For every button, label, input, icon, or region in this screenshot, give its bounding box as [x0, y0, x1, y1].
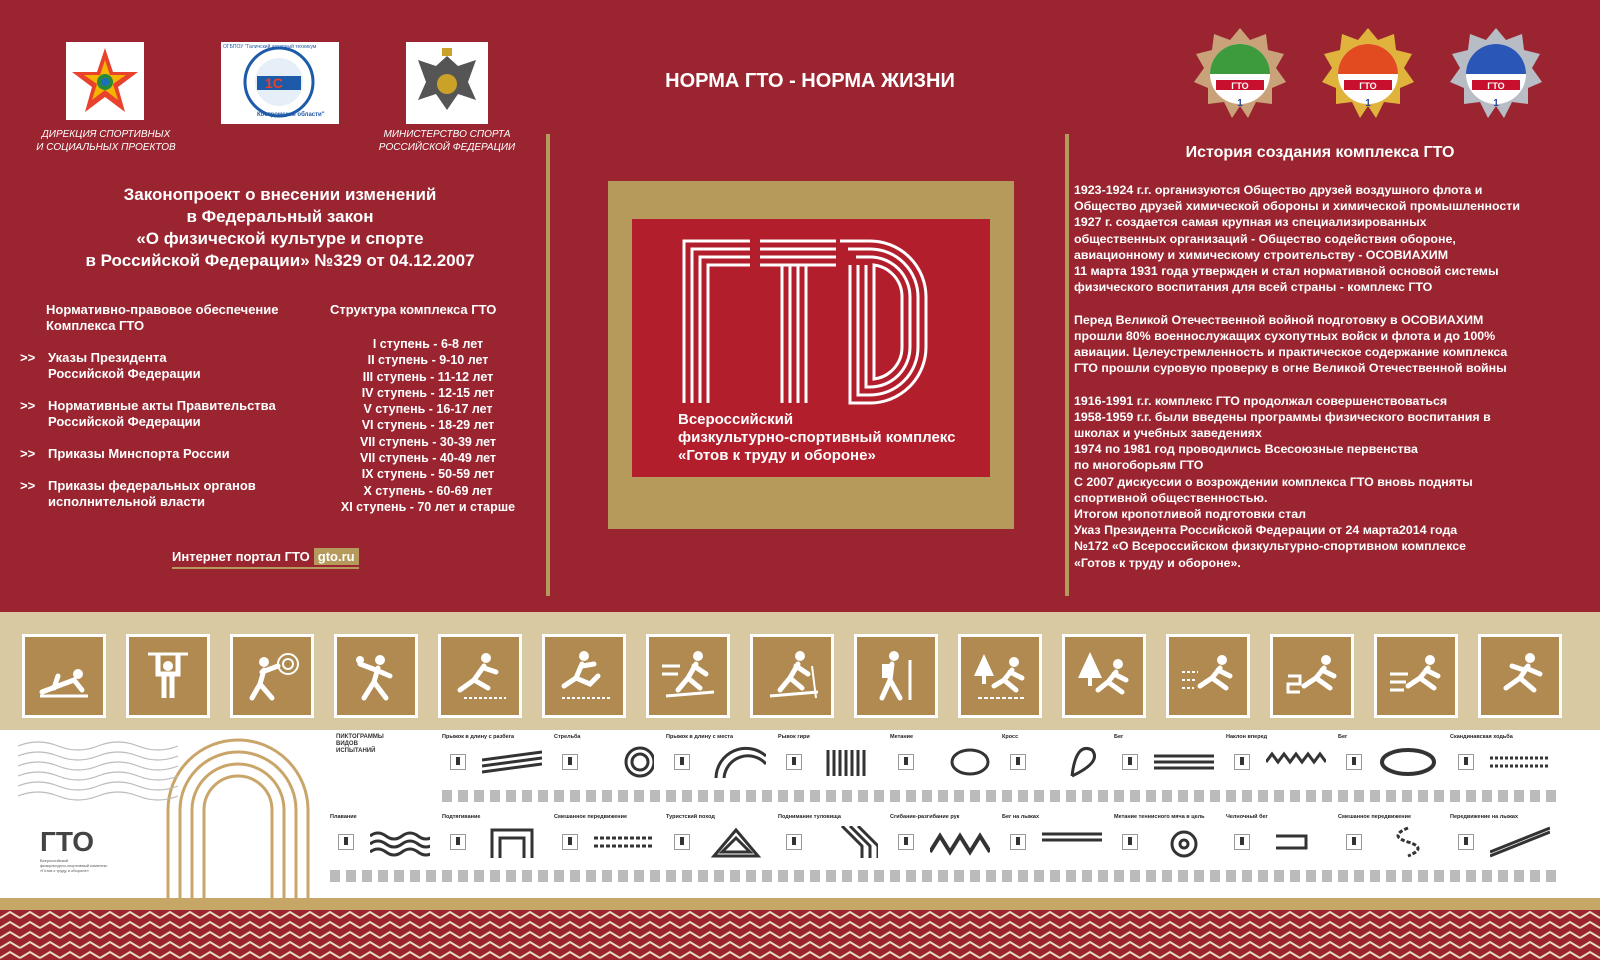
structure-heading: Структура комплекса ГТО	[330, 302, 497, 317]
guide-logo-sub: Всероссийский физкультурно-спортивный комплекс «Готов к труду и обороне»	[40, 858, 108, 873]
guide-cell: Сгибание-разгибание рук	[890, 814, 998, 892]
gto-badge-icon	[1320, 26, 1416, 122]
athlete-icon	[562, 754, 578, 770]
stage-item: I ступень - 6-8 лет	[372, 337, 484, 351]
ministry-of-sport-logo	[406, 42, 488, 124]
guide-cell: Передвижение на лыжах	[1450, 814, 1558, 892]
arc-icon	[706, 746, 766, 778]
guide-logo: ГТО	[40, 826, 95, 857]
sport-directorate-logo	[66, 42, 144, 120]
left-divider	[546, 134, 550, 596]
stage-item: X ступень - 60-69 лет	[363, 483, 493, 498]
athlete-icon	[1010, 834, 1026, 850]
loop-icon	[1042, 746, 1102, 778]
sprint-icon	[1166, 634, 1250, 718]
badge-label: ГТО	[1487, 81, 1505, 91]
badge-gold	[1320, 26, 1416, 122]
double-eagle-icon	[406, 42, 488, 124]
curve-icon	[1378, 826, 1438, 858]
waves-icon	[370, 826, 430, 858]
athlete-icon	[450, 834, 466, 850]
athlete-icon	[1234, 754, 1250, 770]
running-icon	[1478, 634, 1562, 718]
gold-band	[0, 898, 1600, 910]
hiking-icon	[854, 634, 938, 718]
athlete-icon	[1122, 834, 1138, 850]
portal-label: Интернет портал ГТО	[172, 549, 310, 564]
athlete-icon	[1346, 834, 1362, 850]
athlete-icon	[450, 754, 466, 770]
badge-num: 1	[1493, 98, 1499, 109]
list-item: >> Нормативные акты Правительства Российской Федерации	[20, 398, 276, 429]
zigzag-icon	[930, 826, 990, 858]
guide-cell: Метание	[890, 734, 998, 812]
chevron-pattern-icon	[0, 910, 1600, 960]
athlete-icon	[674, 834, 690, 850]
dash-run-icon	[1374, 634, 1458, 718]
pull-up-icon	[126, 634, 210, 718]
stage-item: XI ступень - 70 лет и старше	[340, 499, 516, 514]
athlete-icon	[674, 754, 690, 770]
chevron-border	[0, 910, 1600, 960]
badge-silver	[1448, 26, 1544, 122]
portal-link[interactable]: gto.ru	[314, 548, 359, 565]
athlete-icon	[898, 834, 914, 850]
guide-cell: Рывок гири	[778, 734, 886, 812]
guide-cell: Туристский поход	[666, 814, 774, 892]
stage-item: VII ступень - 40-49 лет	[359, 451, 497, 466]
college-logo-text-c: Костромской области"	[257, 112, 325, 118]
star-icon	[66, 42, 144, 120]
stage-item: III ступень - 11-12 лет	[362, 369, 494, 384]
athlete-icon	[786, 754, 802, 770]
stage-item: IX ступень - 50-59 лет	[361, 467, 495, 482]
athlete-icon	[1010, 754, 1026, 770]
athlete-icon	[1458, 754, 1474, 770]
guide-cell: Плавание	[330, 814, 438, 892]
push-up-icon	[22, 634, 106, 718]
guide-cell: Подтягивание	[442, 814, 550, 892]
guide-cell: Скандинавская ходьба	[1450, 734, 1558, 812]
athlete-icon	[1346, 754, 1362, 770]
forest-run-icon	[1062, 634, 1146, 718]
guide-cell: Челночный бег	[1226, 814, 1334, 892]
guide-cell: Стрельба	[554, 734, 662, 812]
portal-line	[172, 549, 359, 569]
gate-icon	[482, 826, 542, 858]
ministry-caption: МИНИСТЕРСТВО СПОРТА РОССИЙСКОЙ ФЕДЕРАЦИИ	[378, 129, 516, 153]
throwing-icon	[334, 634, 418, 718]
athlete-icon	[1122, 754, 1138, 770]
lines-icon	[1154, 746, 1214, 778]
ring-icon	[930, 746, 990, 778]
slogan: НОРМА ГТО - НОРМА ЖИЗНИ	[665, 70, 955, 92]
stage-item: V ступень - 16-17 лет	[363, 402, 493, 417]
guide-cell: Наклон вперед	[1226, 734, 1334, 812]
guide-cell: Кросс	[1002, 734, 1110, 812]
center-frame	[608, 181, 1014, 529]
guide-cell: Прыжок в длину с места	[666, 734, 774, 812]
guide-cell: Смешанное передвижение	[554, 814, 662, 892]
gto-badge-icon	[1192, 26, 1288, 122]
triangle-icon	[706, 826, 766, 858]
dotted-icon	[1490, 746, 1550, 778]
guide-cell: Прыжок в длину с разбега	[442, 734, 550, 812]
guide-cell: Бег	[1338, 734, 1446, 812]
history-text: 1923-1924 г.г. организуются Общество друзей воздушного флота и Общество друзей химической обороны и химической промышленности 1927 г. создается самая крупная из специализированных общественных организаций - Общество содействия обороне, авиационному и химическому строительству - ОСОВИАХИМ 11 марта 1931 года утвержден и стал нормативной основой системы физического воспитания для всей страны - комплекс ГТО Перед Великой Отечественной войной подготовку в ОСОВИАХИМ прошли 80% военнослужащих сухопутных войск и флота и до 100% авиации. Целеустремленность и практическое содержание комплекса ГТО прошли суровую проверку в огне Великой Отечественной войны 1916-1991 г.г. комплекс ГТО продолжал совершенствоваться 1958-1959 г.г. были введены программы физического воспитания в школах и учебных заведениях 1974 по 1981 год проводились Всесоюзные первенства по многоборьям ГТО С 2007 дискуссии о возрождении комплекса ГТО вновь подняты спортивной общественностью. Итогом кропотливой подготовки стал Указ Президента Российской Федерации от 24 марта2014 года №172 «О Всероссийском физкультурно-спортивном комплексе «Готов к труду и обороне».	[1074, 183, 1520, 570]
guide-cell: Метание теннисного мяча в цель	[1114, 814, 1222, 892]
stage-item: VII ступень - 30-39 лет	[359, 434, 497, 449]
athlete-icon	[338, 834, 354, 850]
shuttle-run-icon	[1270, 634, 1354, 718]
stages-list	[318, 336, 538, 515]
badge-num: 1	[1237, 98, 1243, 109]
athlete-icon	[1234, 834, 1250, 850]
history-title: История создания комплекса ГТО	[1185, 144, 1455, 161]
guide-header: ПИКТОГРАММЫ ВИДОВ ИСПЫТАНИЙ	[336, 734, 384, 754]
ski-race-icon	[750, 634, 834, 718]
shooting-icon	[230, 634, 314, 718]
badge-label: ГТО	[1231, 81, 1249, 91]
legal-basis-heading: Нормативно-правовое обеспечение Комплекса ГТО	[46, 302, 279, 333]
stage-item: IV ступень - 12-15 лет	[361, 385, 495, 400]
stage-item: II ступень - 9-10 лет	[367, 353, 489, 368]
stage-item: VI ступень - 18-29 лет	[361, 418, 495, 433]
athlete-icon	[786, 834, 802, 850]
badge-label: ГТО	[1359, 81, 1377, 91]
badge-bronze	[1192, 26, 1288, 122]
corner-icon	[818, 826, 878, 858]
bars-icon	[818, 746, 878, 778]
ski-run-icon	[646, 634, 730, 718]
law-title: Законопроект о внесении изменений в Федеральный закон «О физической культуре и спорте в Российской Федерации» №329 от 04.12.2007	[85, 185, 475, 270]
gto-logo-icon	[680, 237, 930, 407]
lines-icon	[1042, 826, 1102, 858]
right-divider	[1065, 134, 1069, 596]
standing-jump-icon	[542, 634, 626, 718]
center-caption: Всероссийский физкультурно-спортивный комплекс «Готов к труду и обороне»	[678, 411, 956, 464]
athlete-icon	[1458, 834, 1474, 850]
guide-cell: Бег	[1114, 734, 1222, 812]
list-item: >> Указы Президента Российской Федерации	[20, 350, 201, 381]
long-jump-run-icon	[438, 634, 522, 718]
college-logo	[221, 42, 339, 124]
college-logo-text-b: 1С	[265, 75, 283, 91]
guide-cell: Бег на лыжах	[1002, 814, 1110, 892]
athlete-icon	[898, 754, 914, 770]
list-item: >> Приказы Минспорта России	[20, 446, 230, 461]
slope-icon	[1490, 826, 1550, 858]
athlete-icon	[562, 834, 578, 850]
legal-basis-list	[20, 350, 310, 526]
shuttle-icon	[1266, 826, 1326, 858]
gto-emblem	[632, 219, 990, 477]
dotted-icon	[594, 826, 654, 858]
pictogram-strip	[0, 612, 1600, 730]
college-logo-text-a: ОГБПОУ "Галичский аграрный техникум	[223, 44, 317, 50]
target-icon	[1154, 826, 1214, 858]
pictogram-guide	[0, 730, 1600, 898]
guide-cell: Смешанное передвижение	[1338, 814, 1446, 892]
gto-badge-icon	[1448, 26, 1544, 122]
zigzag-icon	[1266, 746, 1326, 778]
pattern-icon	[482, 746, 542, 778]
cross-country-icon	[958, 634, 1042, 718]
target-icon	[594, 746, 654, 778]
list-item: >> Приказы федеральных органов исполнительной власти	[20, 478, 256, 509]
sport-directorate-caption: ДИРЕКЦИЯ СПОРТИВНЫХ И СОЦИАЛЬНЫХ ПРОЕКТОВ	[36, 129, 176, 153]
guide-cell: Поднимание туловища	[778, 814, 886, 892]
badge-num: 1	[1365, 98, 1371, 109]
oval-icon	[1378, 746, 1438, 778]
